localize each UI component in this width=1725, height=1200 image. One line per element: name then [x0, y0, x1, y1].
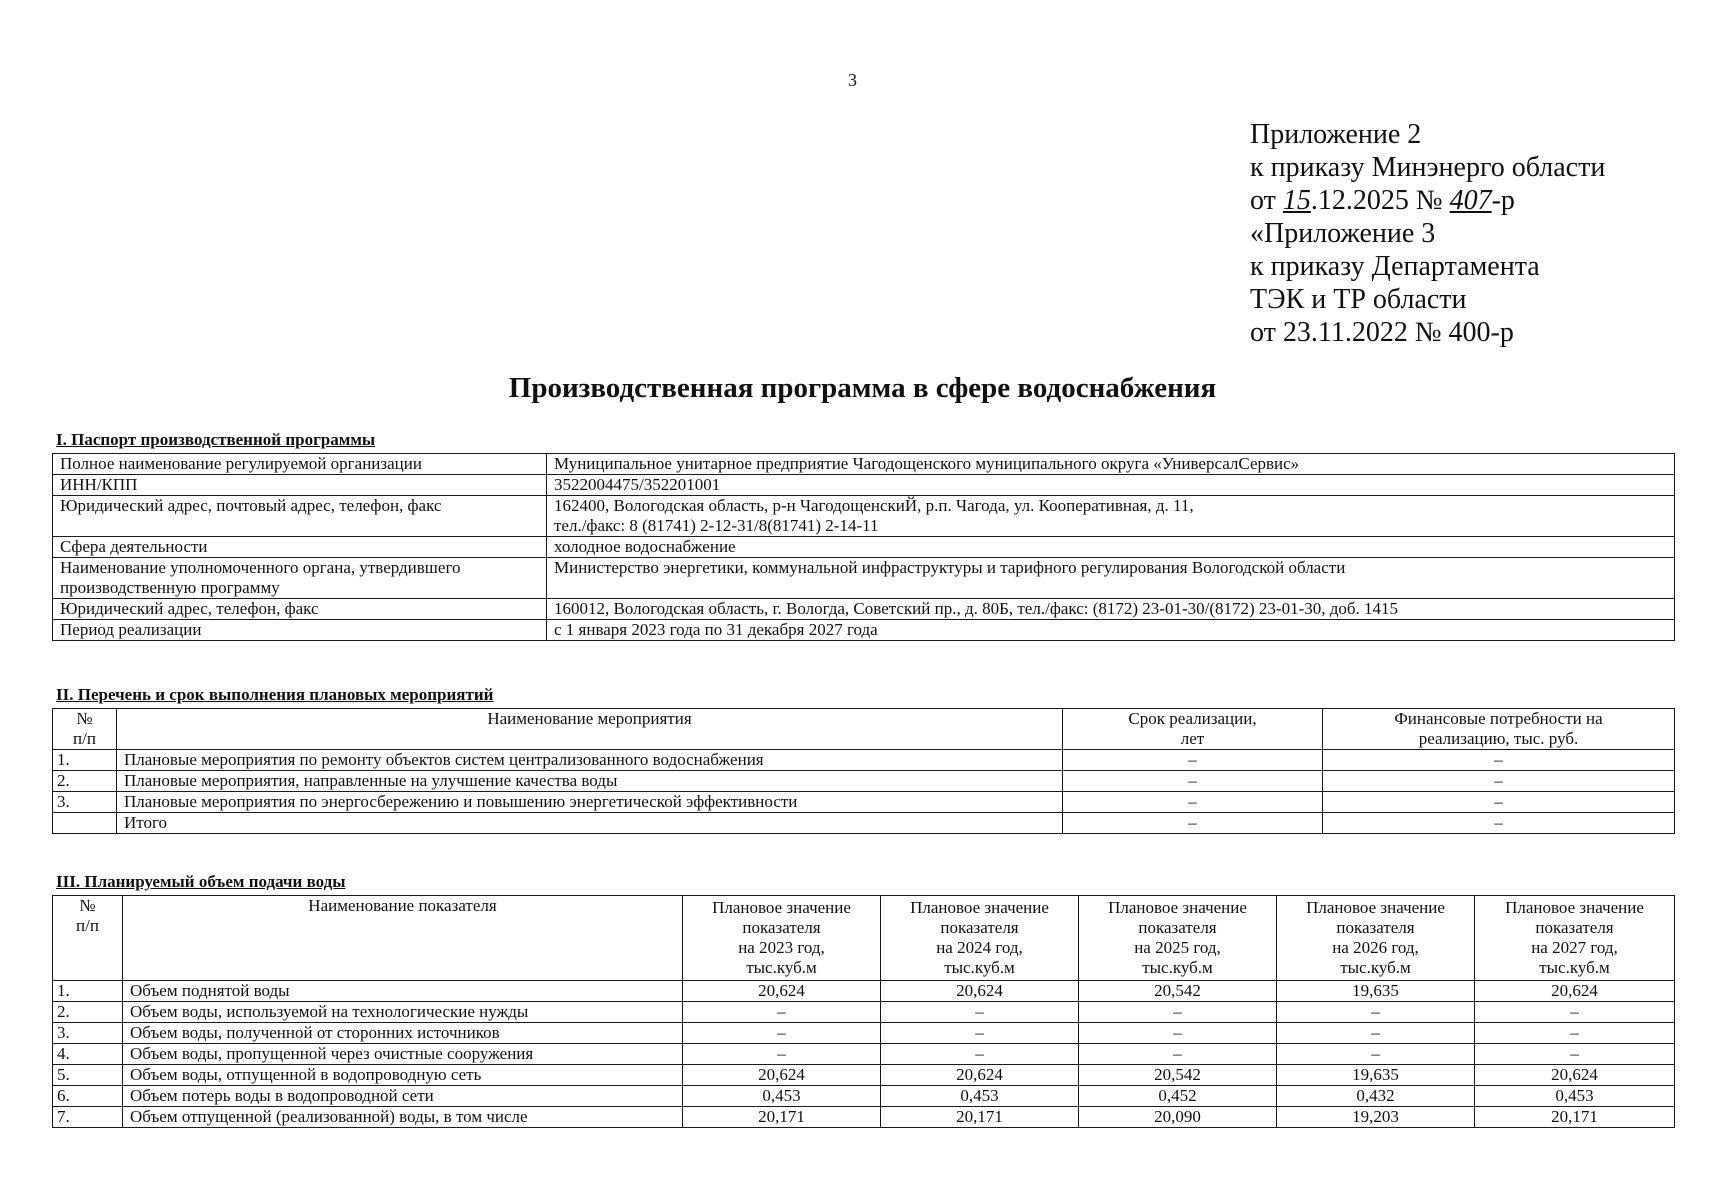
table-row [53, 496, 1675, 537]
value-2026: 19,635 [1277, 1065, 1475, 1086]
header-text: тыс.куб.м [1142, 958, 1213, 977]
header-text: показателя [1138, 918, 1217, 937]
value-2026: – [1277, 1023, 1475, 1044]
attachment-text: от [1250, 185, 1283, 216]
header-text: тыс.куб.м [944, 958, 1015, 977]
measure-name: Плановые мероприятия по энергосбережению и повышению энергетической эффективности [117, 792, 1063, 813]
table-row [53, 1107, 1675, 1128]
measure-finance: – [1323, 813, 1675, 834]
value-2026: 19,635 [1277, 981, 1475, 1002]
table-row [53, 1002, 1675, 1023]
header-text: Плановое значение [712, 898, 851, 917]
attachment-line: к приказу Департамента [1250, 251, 1540, 282]
header-text: показателя [742, 918, 821, 937]
passport-value: Муниципальное унитарное предприятие Чагодощенского муниципального округа «УниверсалСервис» [547, 454, 1675, 475]
indicator-name: Объем отпущенной (реализованной) воды, в том числе [123, 1107, 683, 1128]
value-2025: 0,452 [1079, 1086, 1277, 1107]
header-name: Наименование мероприятия [117, 709, 1063, 750]
measure-finance: – [1323, 792, 1675, 813]
value-2027: 20,171 [1475, 1107, 1675, 1128]
attachment-text: -р [1491, 185, 1515, 216]
document-title: Производственная программа в сфере водоснабжения [508, 372, 1217, 404]
table-header-row [53, 709, 1675, 750]
value-2023: 20,171 [683, 1107, 881, 1128]
row-num: 4. [53, 1044, 123, 1065]
attachment-text: .12.2025 № [1310, 185, 1450, 216]
passport-label: производственную программу [60, 578, 280, 597]
value-2027: – [1475, 1002, 1675, 1023]
value-2025: 20,542 [1079, 981, 1277, 1002]
row-num [53, 813, 117, 834]
header-text: лет [1180, 729, 1205, 748]
header-text: на 2027 год, [1531, 938, 1618, 957]
table-row [53, 454, 1675, 475]
value-2023: – [683, 1023, 881, 1044]
passport-label: Период реализации [53, 620, 547, 641]
attachment-line: от 23.11.2022 № 400-р [1250, 317, 1514, 348]
row-num: 5. [53, 1065, 123, 1086]
header-text: тыс.куб.м [1340, 958, 1411, 977]
table-row [53, 599, 1675, 620]
table-row [53, 558, 1675, 599]
value-2027: 20,624 [1475, 1065, 1675, 1086]
passport-value: 3522004475/352201001 [547, 475, 1675, 496]
header-text: Плановое значение [1505, 898, 1644, 917]
value-2027: 0,453 [1475, 1086, 1675, 1107]
table-row [53, 1086, 1675, 1107]
value-2026: – [1277, 1044, 1475, 1065]
table-header-row [53, 896, 1675, 981]
attachment-line: Приложение 2 [1250, 119, 1422, 150]
measure-finance: – [1323, 771, 1675, 792]
header-text: показателя [1535, 918, 1614, 937]
indicator-name: Объем поднятой воды [123, 981, 683, 1002]
value-2025: 20,542 [1079, 1065, 1277, 1086]
header-name: Наименование показателя [123, 896, 683, 981]
value-2026: 0,432 [1277, 1086, 1475, 1107]
attachment-line: к приказу Минэнерго области [1250, 152, 1606, 183]
value-2027: – [1475, 1044, 1675, 1065]
passport-value: холодное водоснабжение [547, 537, 1675, 558]
header-text: на 2026 год, [1332, 938, 1419, 957]
table-row [53, 1044, 1675, 1065]
passport-value: Министерство энергетики, коммунальной инфраструктуры и тарифного регулирования Вологодской области [547, 558, 1675, 599]
page-number: 3 [848, 70, 857, 90]
row-num: 3. [53, 1023, 123, 1044]
header-text: на 2024 год, [936, 938, 1023, 957]
passport-value: тел./факс: 8 (81741) 2-12-31/8(81741) 2-14-11 [554, 516, 879, 535]
passport-label: Наименование уполномоченного органа, утвердившего [60, 558, 461, 577]
header-term [1063, 709, 1323, 750]
row-num: 1. [53, 750, 117, 771]
row-num: 1. [53, 981, 123, 1002]
table-row [53, 813, 1675, 834]
indicator-name: Объем воды, используемой на технологические нужды [123, 1002, 683, 1023]
value-2027: 20,624 [1475, 981, 1675, 1002]
section-3-heading: III. Планируемый объем подачи воды [56, 872, 346, 891]
value-2024: 20,171 [881, 1107, 1079, 1128]
header-text: № [76, 709, 93, 728]
value-2023: – [683, 1002, 881, 1023]
indicator-name: Объем воды, отпущенной в водопроводную сеть [123, 1065, 683, 1086]
passport-label: Полное наименование регулируемой организации [53, 454, 547, 475]
row-num: 2. [53, 1002, 123, 1023]
header-text: п/п [73, 729, 96, 748]
value-2026: – [1277, 1002, 1475, 1023]
handwritten-number: 407 [1449, 185, 1492, 216]
measure-finance: – [1323, 750, 1675, 771]
header-text: показателя [940, 918, 1019, 937]
attachment-date-line [1250, 184, 1605, 217]
value-2025: – [1079, 1002, 1277, 1023]
header-text: реализацию, тыс. руб. [1418, 729, 1579, 748]
header-finance [1323, 709, 1675, 750]
header-text: Плановое значение [910, 898, 1049, 917]
measure-term: – [1063, 750, 1323, 771]
header-text: показателя [1336, 918, 1415, 937]
value-2024: 0,453 [881, 1086, 1079, 1107]
value-2026: 19,203 [1277, 1107, 1475, 1128]
table-row [53, 537, 1675, 558]
header-text: Срок реализации, [1128, 709, 1257, 728]
header-year-2027 [1475, 896, 1675, 981]
value-2023: – [683, 1044, 881, 1065]
value-2024: 20,624 [881, 1065, 1079, 1086]
header-text: на 2025 год, [1134, 938, 1221, 957]
table-row [53, 981, 1675, 1002]
indicator-name: Объем воды, пропущенной через очистные сооружения [123, 1044, 683, 1065]
measures-table [52, 708, 1675, 834]
value-2023: 20,624 [683, 1065, 881, 1086]
table-row [53, 1023, 1675, 1044]
header-text: Плановое значение [1306, 898, 1445, 917]
passport-value: 162400, Вологодская область, р-н ЧагодощенскиЙ, р.п. Чагода, ул. Кооперативная, д. 11, [554, 496, 1194, 515]
table-row [53, 620, 1675, 641]
passport-label: Юридический адрес, телефон, факс [53, 599, 547, 620]
header-year-2026 [1277, 896, 1475, 981]
passport-label: Сфера деятельности [53, 537, 547, 558]
measure-name: Плановые мероприятия по ремонту объектов систем централизованного водоснабжения [117, 750, 1063, 771]
measure-name: Плановые мероприятия, направленные на улучшение качества воды [117, 771, 1063, 792]
indicator-name: Объем потерь воды в водопроводной сети [123, 1086, 683, 1107]
header-text: тыс.куб.м [746, 958, 817, 977]
table-row [53, 475, 1675, 496]
header-text: на 2023 год, [738, 938, 825, 957]
header-text: Финансовые потребности на [1394, 709, 1603, 728]
table-row [53, 771, 1675, 792]
row-num: 3. [53, 792, 117, 813]
header-text: тыс.куб.м [1539, 958, 1610, 977]
attachment-line: ТЭК и ТР области [1250, 284, 1467, 315]
handwritten-day: 15 [1282, 185, 1311, 216]
attachment-block [1250, 118, 1605, 349]
header-year-2023 [683, 896, 881, 981]
passport-label: Юридический адрес, почтовый адрес, телефон, факс [53, 496, 547, 537]
passport-label-cell [53, 558, 547, 599]
passport-table [52, 453, 1675, 641]
attachment-line: «Приложение 3 [1250, 218, 1436, 249]
section-1-heading: I. Паспорт производственной программы [56, 430, 376, 449]
measure-term: – [1063, 792, 1323, 813]
header-text: Плановое значение [1108, 898, 1247, 917]
value-2025: – [1079, 1023, 1277, 1044]
measure-name: Итого [117, 813, 1063, 834]
value-2025: – [1079, 1044, 1277, 1065]
value-2024: – [881, 1023, 1079, 1044]
table-row [53, 792, 1675, 813]
passport-value: 160012, Вологодская область, г. Вологда, Советский пр., д. 80Б, тел./факс: (8172) 23-01-30/(8172) 23-01-30, доб. 1415 [547, 599, 1675, 620]
value-2024: – [881, 1044, 1079, 1065]
table-row [53, 750, 1675, 771]
row-num: 7. [53, 1107, 123, 1128]
value-2023: 0,453 [683, 1086, 881, 1107]
measure-term: – [1063, 771, 1323, 792]
header-year-2024 [881, 896, 1079, 981]
volume-table [52, 895, 1675, 1128]
value-2023: 20,624 [683, 981, 881, 1002]
header-num [53, 896, 123, 981]
passport-value-cell [547, 496, 1675, 537]
value-2027: – [1475, 1023, 1675, 1044]
value-2024: – [881, 1002, 1079, 1023]
header-num [53, 709, 117, 750]
header-year-2025 [1079, 896, 1277, 981]
passport-label: ИНН/КПП [53, 475, 547, 496]
value-2024: 20,624 [881, 981, 1079, 1002]
table-row [53, 1065, 1675, 1086]
header-text: № [79, 896, 96, 915]
row-num: 6. [53, 1086, 123, 1107]
header-text: п/п [76, 916, 99, 935]
section-2-heading: II. Перечень и срок выполнения плановых мероприятий [56, 685, 494, 704]
passport-value: с 1 января 2023 года по 31 декабря 2027 года [547, 620, 1675, 641]
measure-term: – [1063, 813, 1323, 834]
row-num: 2. [53, 771, 117, 792]
indicator-name: Объем воды, полученной от сторонних источников [123, 1023, 683, 1044]
value-2025: 20,090 [1079, 1107, 1277, 1128]
